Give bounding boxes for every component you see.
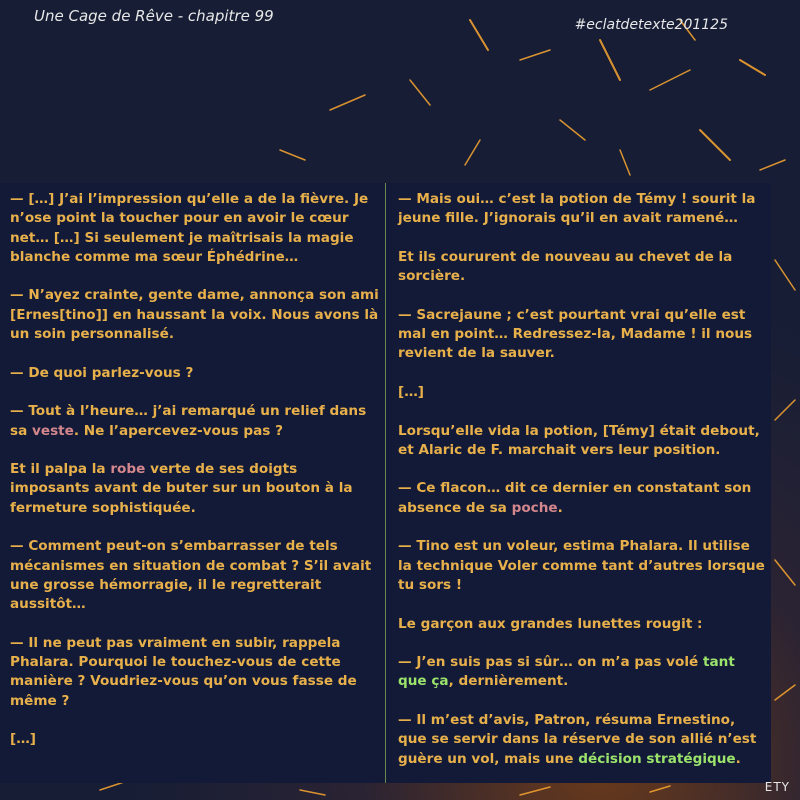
left-paragraph-2: — N’ayez crainte, gente dame, annonça son ami [Ernes[tino]] en haussant la voix. Nous avons là un soin personnalisé. (10, 287, 379, 343)
highlight-word: veste (32, 422, 74, 439)
text-span: verte de ses doigts imposants avant de buter sur un bouton à la fermeture sophistiquée. (10, 461, 353, 516)
highlight-phrase: tant que ça (398, 654, 735, 690)
left-column (10, 190, 380, 769)
right-paragraph-6 (398, 479, 766, 518)
signature: ETY (764, 780, 790, 794)
text-span: . Ne l’apercevez-vous pas ? (73, 422, 283, 439)
text-span: , dernièrement. (448, 673, 569, 690)
right-paragraph-7: — Tino est un voleur, estima Phalara. Il utilise la technique Voler comme tant d’autres lorsque tu sors ! (398, 538, 765, 593)
right-paragraph-1: — Mais oui… c’est la potion de Témy ! sourit la jeune fille. J’ignorais qu’il en avait ramené… (398, 191, 756, 227)
left-paragraph-5 (10, 460, 380, 518)
highlight-word: poche (511, 499, 558, 516)
left-paragraph-4 (10, 402, 380, 441)
text-span: . (557, 499, 563, 516)
left-paragraph-1: — […] J’ai l’impression qu’elle a de la fièvre. Je n’ose point la toucher pour en avoir le cœur net… […] Si seulement je maîtrisais la magie blanche comme ma sœur Éphédrine… (10, 191, 369, 265)
text-span: . (735, 750, 741, 767)
chapter-title: Une Cage de Rêve - chapitre 99 (34, 7, 274, 25)
highlight-phrase: décision stratégique (578, 750, 736, 767)
right-paragraph-10 (398, 711, 766, 769)
column-divider (385, 183, 386, 783)
left-paragraph-8: […] (10, 731, 37, 748)
right-paragraph-2: Et ils coururent de nouveau au chevet de la sorcière. (398, 248, 733, 285)
left-paragraph-7: — Il ne peut pas vraiment en subir, rappela Phalara. Pourquoi le touchez-vous de cette manière ? Voudriez-vous qu’on vous fasse de même ? (10, 634, 357, 709)
text-span: — Il m’est d’avis, Patron, résuma Ernestino, que se servir dans la réserve de son allié n’est guère un vol, mais une (398, 712, 757, 767)
right-paragraph-3: — Sacrejaune ; c’est pourtant vrai qu’elle est mal en point… Redressez-la, Madame ! il nous revient de la sauver. (398, 306, 753, 362)
text-span: — Tout à l’heure… j’ai remarqué un relief dans sa (10, 403, 367, 439)
highlight-word: robe (110, 461, 146, 478)
right-paragraph-9 (398, 653, 766, 692)
right-paragraph-4: […] (398, 383, 425, 400)
text-span: Et il palpa la (10, 461, 111, 478)
text-span: — J’en suis pas si sûr… on m’a pas volé (398, 654, 703, 671)
left-paragraph-3: — De quoi parlez-vous ? (10, 364, 194, 381)
text-span: — Ce flacon… dit ce dernier en constatant son absence de sa (398, 480, 752, 516)
right-paragraph-8: Le garçon aux grandes lunettes rougit : (398, 615, 703, 632)
left-paragraph-6: — Comment peut-on s’embarrasser de tels mécanismes en situation de combat ? S’il avait une grosse hémorragie, il le regretterait aussitôt… (10, 538, 372, 613)
right-column (398, 190, 766, 788)
hashtag-label: #eclatdetexte201125 (574, 17, 728, 33)
right-paragraph-5: Lorsqu’elle vida la potion, [Témy] était debout, et Alaric de F. marchait vers leur position. (398, 422, 760, 458)
